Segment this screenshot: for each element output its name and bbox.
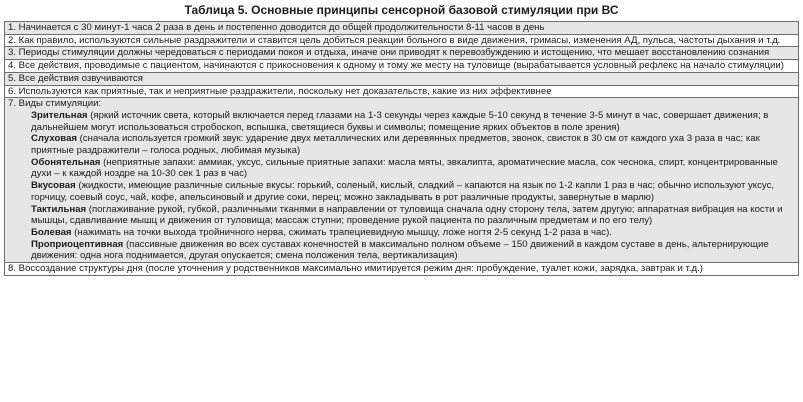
table-row-7 <box>5 98 798 263</box>
table-row-6: 6. Используются как приятные, так и неприятные раздражители, поскольку нет доказательств, какие из них эффективнее <box>5 86 798 99</box>
table-row-3: 3. Периоды стимуляции должны чередоваться с периодами покоя и отдыха, иначе они приводят к перевозбуждению и истощению, что мешает восстановлению сознания <box>5 47 798 60</box>
stimulation-name: Обонятельная <box>31 156 101 168</box>
stimulation-proprioceptive <box>8 239 794 262</box>
table-row-8: 8. Воссоздание структуры дня (после уточнения у родственников максимально имитируется режим дня: пробуждение, туалет кожи, зарядка, завтрак и т.д.) <box>5 263 798 276</box>
stimulation-pain <box>8 227 794 239</box>
stimulation-text: (жидкости, имеющие различные сильные вкусы: горький, соленый, кислый, сладкий – капаются на язык по 1-2 капли 1 раз в час; обычно используют уксус, горчицу, соевый соус, чай, кофе, апельсиновый и другие соки, перец; можно закладывать в рот различные продукты, завернутые в марлю) <box>31 180 775 203</box>
stimulation-name: Слуховая <box>31 133 78 145</box>
stimulation-name: Тактильная <box>31 203 87 215</box>
stimulation-text: (яркий источник света, который включается перед глазами на 1-3 секунды через каждые 5-10 секунд в течение 3-5 минут в час, совершает движения; в дальнейшем могут использоваться стробоскоп, вспышка, светящиеся буквы и символы; помещение ярких объектов в поле зрения) <box>31 109 769 133</box>
principles-table <box>4 21 799 276</box>
stimulation-auditory <box>8 133 794 156</box>
table-row-4: 4. Все действия, проводимые с пациентом, начинаются с прикосновения к одному и тому же месту на туловище (вырабатывается условный рефлекс на начало стимуляции) <box>5 60 798 73</box>
stimulation-gustatory <box>8 180 794 203</box>
stimulation-tactile <box>8 204 794 227</box>
stimulation-name: Вкусовая <box>31 180 76 192</box>
table-row-5: 5. Все действия озвучиваются <box>5 73 798 86</box>
stimulation-text: (пассивные движения во всех суставах конечностей в максимально полном объеме – 150 движений в каждом суставе в день, альтернирующие движения: одна нога поднимается, другая опускается; смена положения тела, вертикализация) <box>31 238 769 262</box>
table-row-2: 2. Как правило, используются сильные раздражители и ставится цель добиться реакции больного в виде движения, гримасы, изменения АД, пульса, частоты дыхания и т.д. <box>5 35 798 48</box>
stimulation-text: (сначала используется громкий звук: ударение двух металлических или деревянных предметов, звонок, свисток в 30 см от каждого уха 3 раза в час; как приятные раздражители – голоса родных, любимая музыка) <box>31 133 760 157</box>
row7-header: 7. Виды стимуляции: <box>8 98 102 110</box>
stimulation-olfactory <box>8 157 794 180</box>
stimulation-text: (нажимать на точки выхода тройничного нерва, сжимать трапециевидную мышцу, ложе ногтя 2-5 секунд 1-2 раза в час). <box>71 226 612 238</box>
table-title: Таблица 5. Основные принципы сенсорной базовой стимуляции при ВС <box>184 3 619 17</box>
stimulation-name: Проприоцептивная <box>31 238 124 250</box>
stimulation-visual <box>8 110 794 133</box>
stimulation-name: Зрительная <box>31 109 88 121</box>
table-row-1: 1. Начинается с 30 минут-1 часа 2 раза в день и постепенно доводится до общей продолжительности 8-11 часов в день <box>5 22 798 35</box>
stimulation-name: Болевая <box>31 226 72 238</box>
stimulation-text: (неприятные запахи: аммиак, уксус, сильные приятные запахи: масла мяты, эвкалипта, ароматические масла, сок чеснока, спирт, концентрированные духи – к каждой ноздре на 10-30 сек 1 раз в час) <box>31 156 778 180</box>
stimulation-text: (поглаживание рукой, губкой, различными тканями в направлении от туловища сначала одну сторону тела, затем другую; аппаратная вибрация на кости и мышцы, сдавливание мышц и движения от туловища; массаж ступни; проведение рукой пациента по различным предметам и по его телу) <box>31 203 783 227</box>
